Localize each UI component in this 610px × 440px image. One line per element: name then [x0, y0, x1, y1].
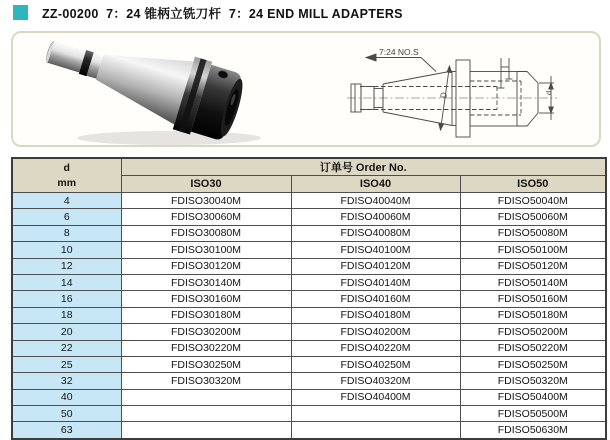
order-no-cell: FDISO50080M — [460, 225, 606, 241]
order-no-cell: FDISO50100M — [460, 242, 606, 258]
order-table-body — [12, 193, 606, 439]
d-value-cell: 4 — [12, 193, 121, 209]
table-row — [12, 209, 606, 225]
d-unit-label: mm — [57, 176, 77, 189]
table-row — [12, 406, 606, 422]
order-no-cell — [121, 406, 291, 422]
order-no-cell: FDISO30220M — [121, 340, 291, 356]
d-value-cell: 6 — [12, 209, 121, 225]
dim-small-label: d — [544, 90, 554, 95]
table-row — [12, 291, 606, 307]
order-no-cell: FDISO30100M — [121, 242, 291, 258]
order-no-cell: FDISO50630M — [460, 422, 606, 439]
order-no-cell: FDISO30160M — [121, 291, 291, 307]
order-no-cell: FDISO50400M — [460, 389, 606, 405]
d-mm-header-cell — [12, 158, 121, 193]
photo-shadow — [77, 131, 261, 145]
order-no-cell: FDISO40060M — [291, 209, 460, 225]
order-table-header — [12, 158, 606, 193]
order-no-cell: FDISO30120M — [121, 258, 291, 274]
order-no-cell: FDISO30180M — [121, 307, 291, 323]
column-header-iso30: ISO30 — [121, 176, 291, 193]
order-no-cell: FDISO40100M — [291, 242, 460, 258]
order-no-cell: FDISO50320M — [460, 373, 606, 389]
order-table — [11, 157, 607, 440]
d-value-cell: 10 — [12, 242, 121, 258]
order-no-cell: FDISO30140M — [121, 274, 291, 290]
order-no-cell — [291, 406, 460, 422]
order-no-cell: FDISO40400M — [291, 389, 460, 405]
table-row — [12, 340, 606, 356]
table-row — [12, 307, 606, 323]
table-row — [12, 258, 606, 274]
column-header-iso40: ISO40 — [291, 176, 460, 193]
order-no-cell: FDISO50500M — [460, 406, 606, 422]
order-no-cell: FDISO40250M — [291, 356, 460, 372]
order-no-cell: FDISO50180M — [460, 307, 606, 323]
table-row — [12, 373, 606, 389]
order-no-cell: FDISO30200M — [121, 324, 291, 340]
order-no-cell: FDISO50200M — [460, 324, 606, 340]
d-header-label: d — [63, 162, 70, 175]
order-no-cell — [121, 389, 291, 405]
order-no-cell: FDISO40200M — [291, 324, 460, 340]
d-value-cell: 20 — [12, 324, 121, 340]
order-no-cell: FDISO50220M — [460, 340, 606, 356]
order-no-cell — [291, 422, 460, 439]
technical-drawing — [345, 44, 560, 144]
d-value-cell: 50 — [12, 406, 121, 422]
order-no-cell: FDISO40040M — [291, 193, 460, 209]
order-no-cell: FDISO40220M — [291, 340, 460, 356]
page-title: ZZ-00200 7：24 锥柄立铣刀杆 7：24 END MILL ADAPTERS — [42, 7, 403, 21]
product-photo — [34, 32, 274, 150]
dim-large-label: D — [439, 92, 449, 98]
d-value-cell: 63 — [12, 422, 121, 439]
d-value-cell: 32 — [12, 373, 121, 389]
table-row — [12, 324, 606, 340]
d-value-cell: 40 — [12, 389, 121, 405]
table-row — [12, 389, 606, 405]
d-value-cell: 25 — [12, 356, 121, 372]
order-no-group-header: 订单号 Order No. — [121, 158, 606, 176]
table-row — [12, 225, 606, 241]
table-row — [12, 242, 606, 258]
d-value-cell: 16 — [12, 291, 121, 307]
order-no-cell: FDISO50040M — [460, 193, 606, 209]
order-no-cell: FDISO40080M — [291, 225, 460, 241]
order-no-cell: FDISO40120M — [291, 258, 460, 274]
title-bullet-icon — [13, 5, 28, 20]
d-value-cell: 8 — [12, 225, 121, 241]
order-no-cell: FDISO30320M — [121, 373, 291, 389]
order-no-cell: FDISO30080M — [121, 225, 291, 241]
order-no-cell: FDISO40320M — [291, 373, 460, 389]
d-value-cell: 22 — [12, 340, 121, 356]
order-no-cell: FDISO50140M — [460, 274, 606, 290]
order-no-cell: FDISO40160M — [291, 291, 460, 307]
order-no-cell: FDISO30040M — [121, 193, 291, 209]
table-row — [12, 356, 606, 372]
order-no-cell: FDISO40180M — [291, 307, 460, 323]
order-no-cell: FDISO50250M — [460, 356, 606, 372]
d-value-cell: 18 — [12, 307, 121, 323]
order-no-cell: FDISO50120M — [460, 258, 606, 274]
table-row — [12, 193, 606, 209]
order-no-cell: FDISO40140M — [291, 274, 460, 290]
order-no-cell: FDISO30250M — [121, 356, 291, 372]
taper-label: 7:24 NO.S — [379, 47, 419, 57]
order-no-cell — [121, 422, 291, 439]
table-row — [12, 274, 606, 290]
pilot-cylinder — [48, 42, 86, 73]
d-value-cell: 12 — [12, 258, 121, 274]
taper-cone — [90, 36, 193, 125]
order-no-cell: FDISO50160M — [460, 291, 606, 307]
column-header-iso50: ISO50 — [460, 176, 606, 193]
d-value-cell: 14 — [12, 274, 121, 290]
order-no-cell: FDISO50060M — [460, 209, 606, 225]
order-no-cell: FDISO30060M — [121, 209, 291, 225]
table-row — [12, 422, 606, 439]
